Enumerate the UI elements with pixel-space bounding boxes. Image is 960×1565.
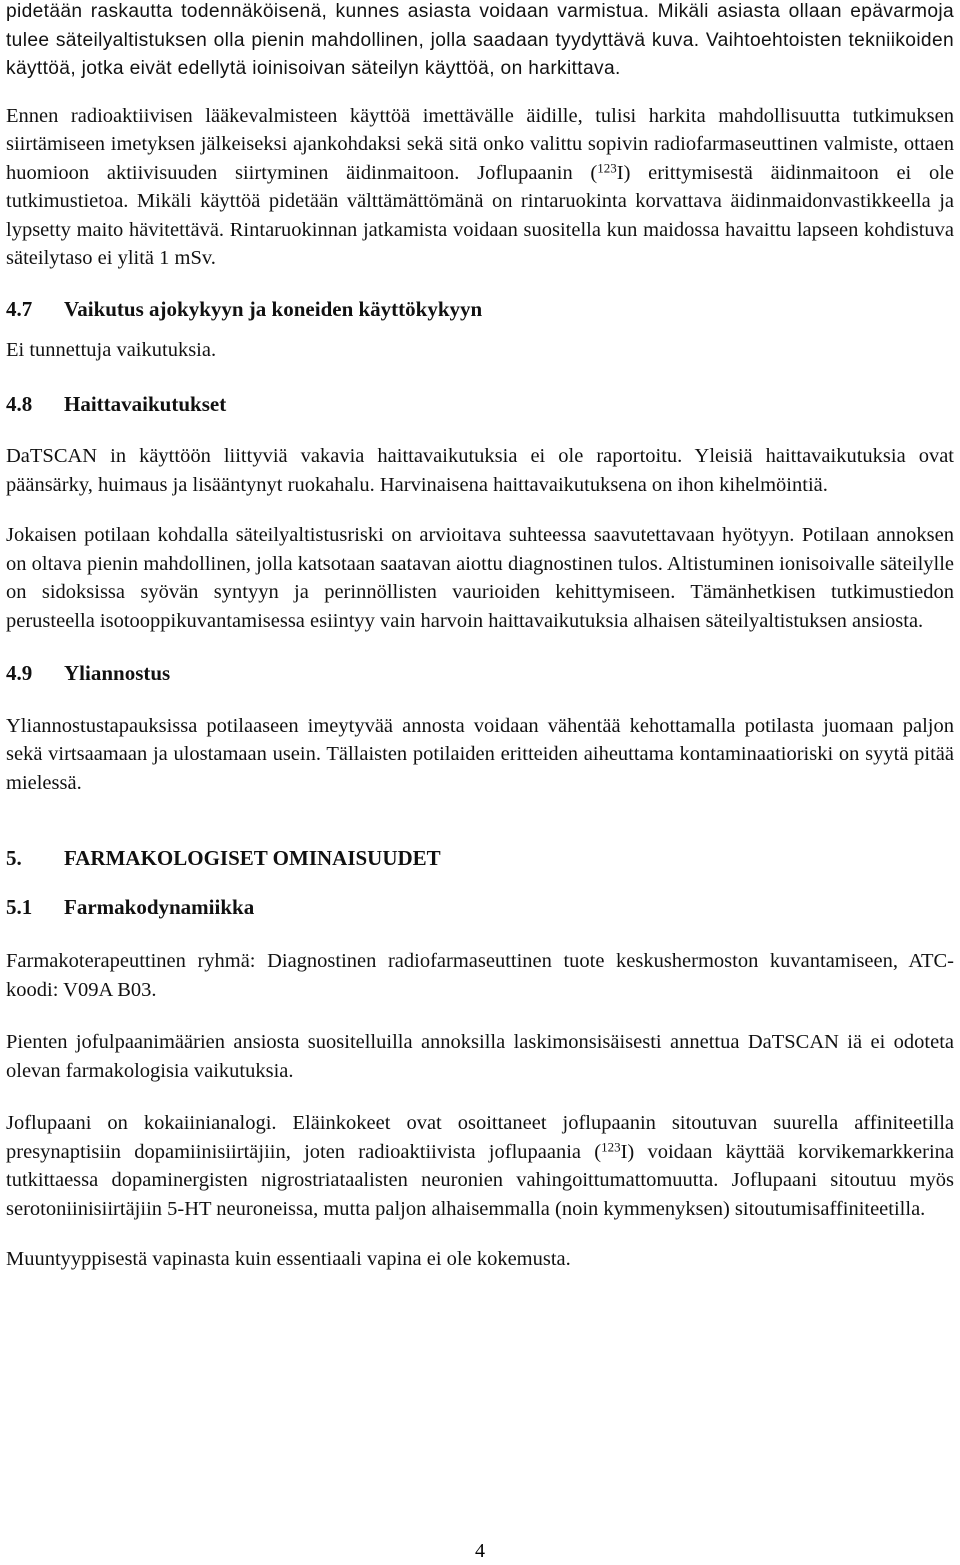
section-number: 4.7 xyxy=(6,296,33,321)
section-heading-5 xyxy=(6,844,954,873)
page-number: 4 xyxy=(475,1540,485,1562)
document-page xyxy=(6,0,954,1274)
paragraph-driving: Ei tunnettuja vaikutuksia. xyxy=(6,339,217,361)
section-heading-4-8 xyxy=(6,390,954,419)
section-number: 4.9 xyxy=(6,661,33,685)
paragraph-overdose: Yliannostustapauksissa potilaaseen imeytyvää annosta voidaan vähentää kehottamalla potilasta juomaan paljon sekä virtsaamaan ja ulostamaan usein. Tällaisten potilaiden eritteiden aiheuttama kontaminaatioriski on syytä pitää mielessä. xyxy=(6,714,954,794)
section-title: Farmakodynamiikka xyxy=(64,894,255,919)
breastfeeding-text-a: Ennen radioaktiivisen lääkevalmisteen käyttöä imettävälle äidille, tulisi harkita mahdollisuutta tutkimuksen siirtämiseen imetyksen jälkeiseksi ajankohdaksi sekä sitä onko valittu sopivin radiofarmaseuttinen valmiste, ottaen huomioon aktiivisuuden siirtyminen äidinmaitoon. Joflupaanin ( xyxy=(6,104,954,184)
section-number: 4.8 xyxy=(6,391,33,416)
isotope-superscript: 123 xyxy=(601,1139,621,1154)
section-number: 5.1 xyxy=(6,894,33,919)
section-title: Vaikutus ajokykyyn ja koneiden käyttökykyyn xyxy=(64,296,483,321)
mechanism-text-b: I) voidaan käyttää korvikemarkkerina tutkittaessa dopaminergisten nigrostriataalisten neuronien vahingoittumattomuutta. Joflupaani sitoutuu myös serotoniinisiirtäjiin 5-HT neuroneissa, mutta paljon alhaisemmalla (noin kymmenyksen) sitoutumisaffiniteetilla. xyxy=(6,1140,954,1220)
mechanism-text-a: Joflupaani on kokaiinianalogi. Eläinkokeet ovat osoittaneet joflupaanin sitoutuvan suurella affiniteetilla presynaptisiin dopamiinisiirtäjiin, joten radioaktiivista joflupaania ( xyxy=(6,1112,954,1163)
section-title: Yliannostus xyxy=(64,661,171,685)
paragraph-radiation-risk: Jokaisen potilaan kohdalla säteilyaltistusriski on arvioitava suhteessa saavutettavaan hyötyyn. Potilaan annoksen on oltava pienin mahdollinen, jolla katsotaan saatavan aiottu diagnostinen tulos. Altistuminen ionisoivalle säteilylle on sidoksissa syövän syntyyn ja perinnöllisten vaurioiden kehittymiseen. Tämänhetkisen tutkimustiedon perusteella isotooppikuvantamisessa esiintyy vain harvoin haittavaikutuksia alhaisen säteilyaltistuksen ansiosta. xyxy=(6,524,954,632)
paragraph-tremor: Muuntyyppisestä vapinasta kuin essentiaali vapina ei ole kokemusta. xyxy=(6,1248,571,1270)
paragraph-mechanism xyxy=(6,1109,954,1223)
section-title: FARMAKOLOGISET OMINAISUUDET xyxy=(64,846,441,870)
breastfeeding-text-c: Mikäli käyttöä pidetään välttämättömänä on rintaruokinta korvattava äidinmaidonvastikkeella ja lypsetty maito hävitettävä. Rintaruokinnan jatkamista voidaan suositella kun maidossa havaittu lapseen kohdistuva säteilytaso ei ylitä 1 mSv. xyxy=(6,190,954,269)
isotope-superscript: 123 xyxy=(597,160,617,175)
section-number: 5. xyxy=(6,846,22,870)
section-heading-4-9 xyxy=(6,659,954,688)
paragraph-pharmacotherapeutic-group: Farmakoterapeuttinen ryhmä: Diagnostinen radiofarmaseuttinen tuote keskushermoston kuvantamiseen, ATC-koodi: V09A B03. xyxy=(6,950,954,1001)
section-heading-5-1 xyxy=(6,893,954,922)
paragraph-breastfeeding xyxy=(6,102,954,273)
section-title: Haittavaikutukset xyxy=(64,391,227,416)
breastfeeding-text-b: I) erittymisestä äidinmaitoon ei ole tutkimustietoa. xyxy=(6,161,954,212)
section-heading-4-7 xyxy=(6,295,954,324)
paragraph-pharmacological-effects: Pienten jofulpaanimäärien ansiosta suositelluilla annoksilla laskimonsisäisesti annettua DaTSCAN iä ei odoteta olevan farmakologisia vaikutuksia. xyxy=(6,1031,954,1082)
paragraph-pregnancy: pidetään raskautta todennäköisenä, kunnes asiasta voidaan varmistua. Mikäli asiasta ollaan epävarmoja tulee säteilyaltistuksen olla pienin mahdollinen, jolla saadaan tyydyttävä kuva. Vaihtoehtoisten tekniikoiden käyttöä, jotka eivät edellytä ioinisoivan säteilyn käyttöä, on harkittava. xyxy=(6,1,954,79)
paragraph-adverse-effects: DaTSCAN in käyttöön liittyviä vakavia haittavaikutuksia ei ole raportoitu. Yleisiä haittavaikutuksia ovat päänsärky, huimaus ja lisääntynyt ruokahalu. Harvinaisena haittavaikutuksena on ihon kihelmöintiä. xyxy=(6,445,954,496)
